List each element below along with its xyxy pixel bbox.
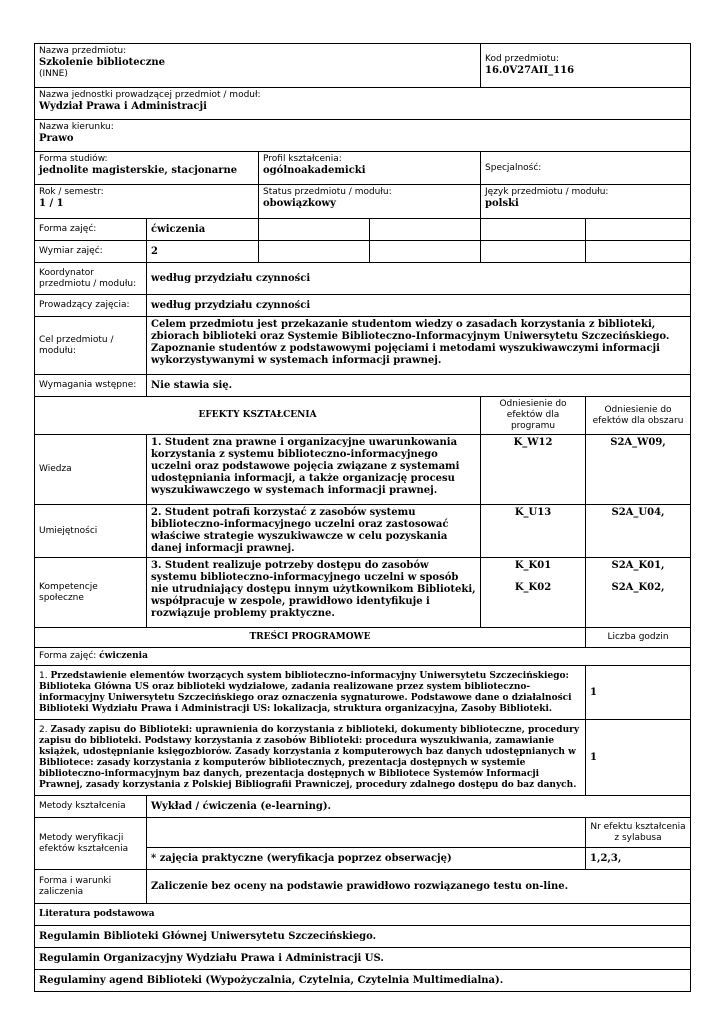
literatura-item-3: Regulaminy agend Biblioteki (Wypożyczalnia, Czytelnia, Czytelnia Multimedialna).	[35, 970, 691, 992]
row-jednostka: Nazwa jednostki prowadzącej przedmiot / moduł: Wydział Prawa i Administracji	[35, 88, 691, 120]
row-prowadzacy: Prowadzący zajęcia: według przydziału czynności	[35, 295, 691, 317]
efekty-row-wiedza: Wiedza 1. Student zna prawne i organizacyjne uwarunkowania korzystania z systemu biblioteczno-informacyjnego uczelni oraz podstawowe pojęcia związane z systemami udostępniania informacji, a także organizację procesu wyszukiwawczego w systemach informacji prawnej. K_W12 S2A_W09,	[35, 435, 691, 505]
cell-nazwa-przedmiotu: Nazwa przedmiotu: Szkolenie biblioteczne (INNE)	[35, 44, 481, 88]
syllabus-sheet	[34, 43, 690, 992]
row-weryfikacja-header: Metody weryfikacji efektów kształcenia Nr efektu kształcenia z sylabusa	[35, 818, 691, 848]
row-forma-studiow: Forma studiów: jednolite magisterskie, stacjonarne Profil kształcenia: ogólnoakademicki Specjalność:	[35, 152, 691, 185]
tresci-forma-row: Forma zajęć: ćwiczenia	[35, 648, 691, 666]
literatura-header-row: Literatura podstawowa	[35, 904, 691, 926]
row-metody: Metody kształcenia Wykład / ćwiczenia (e-learning).	[35, 796, 691, 818]
efekty-row-kompetencje: Kompetencje społeczne 3. Student realizuje potrzeby dostępu do zasobów systemu biblioteczno-informacyjnego uczelni w sposób nie utrudniający dostępu innym użytkownikom Biblioteki, współpracuje w zespole, prawidłowo identyfikuje i rozwiązuje problemy praktyczne. K_K01 K_K02 S2A_K01, S2A_K02,	[35, 558, 691, 628]
course-code: 16.0V27AII_116	[485, 65, 575, 76]
course-name: Szkolenie biblioteczne	[39, 57, 166, 68]
efekty-row-umiejetnosci: Umiejętności 2. Student potrafi korzystać z zasobów systemu biblioteczno-informacyjnego uczelni oraz zastosować właściwe strategie wyszukiwawcze w celu pozyskania danej informacji prawnej. K_U13 S2A_U04,	[35, 505, 691, 558]
literatura-item-2: Regulamin Organizacyjny Wydziału Prawa i Administracji US.	[35, 948, 691, 970]
row-zaliczenie: Forma i warunki zaliczenia Zaliczenie bez oceny na podstawie prawidłowo rozwiązanego testu on-line.	[35, 870, 691, 904]
syllabus-table	[34, 43, 691, 992]
row-przedmiot	[35, 44, 691, 88]
tresci-header-row: TREŚCI PROGRAMOWE Liczba godzin	[35, 628, 691, 648]
row-cel: Cel przedmiotu / modułu: Celem przedmiotu jest przekazanie studentom wiedzy o zasadach korzystania z biblioteki, zbiorach biblioteki oraz Systemie Biblioteczno-Informacyjnym Uniwersytetu Szczecińskiego. Zapoznanie studentów z podstawowymi pojęciami i metodami wyszukiwawczymi informacji wykorzystywanymi w systemach informacji prawnej.	[35, 317, 691, 375]
row-wymagania: Wymagania wstępne: Nie stawia się.	[35, 375, 691, 397]
row-wymiar: Wymiar zajęć: 2	[35, 241, 691, 263]
tresci-item-2: 2. Zasady zapisu do Biblioteki: uprawnienia do korzystania z biblioteki, dokumenty biblioteczne, procedury zapisu do biblioteki. Podstawy korzystania z zasobów Biblioteki: procedura wyszukiwania, zamawianie książek, udostępnianie księgozbiorów. Zasady korzystania z komputerowych baz danych udostępnianych w Bibliotece: zasady korzystania z komputerów bibliotecznych, prezentacja dostępnych w systemie biblioteczno-informacyjnym baz danych, prezentacja dostępnych w Bibliotece Systemów Informacji Prawnej, zasady korzystania z Polskiej Bibliografii Prawniczej, procedury zdalnego dostępu do baz danych. 1	[35, 720, 691, 796]
row-weryfikacja-value: * zajęcia praktyczne (weryfikacja poprzez obserwację) 1,2,3,	[35, 848, 691, 870]
cell-kod: Kod przedmiotu: 16.0V27AII_116	[481, 44, 691, 88]
row-kierunek: Nazwa kierunku: Prawo	[35, 120, 691, 152]
literatura-item-1: Regulamin Biblioteki Głównej Uniwersytetu Szczecińskiego.	[35, 926, 691, 948]
efekty-header-row: EFEKTY KSZTAŁCENIA Odniesienie do efektów dla programu Odniesienie do efektów dla obszaru	[35, 397, 691, 435]
row-koordynator: Koordynator przedmiotu / modułu: według przydziału czynności	[35, 263, 691, 295]
row-forma-zajec: Forma zajęć: ćwiczenia	[35, 219, 691, 241]
row-rok: Rok / semestr: 1 / 1 Status przedmiotu / modułu: obowiązkowy Język przedmiotu / modułu: polski	[35, 185, 691, 219]
tresci-item-1: 1. Przedstawienie elementów tworzących system biblioteczno-informacyjny Uniwersytetu Szczecińskiego: Biblioteka Główna US oraz biblioteki wydziałowe, zadania realizowane przez system biblioteczno-informacyjny Uniwersytetu Szczecińskiego oraz oznaczenia sygnaturowe. Podstawowe dane o działalności Biblioteki Wydziału Prawa i Administracji US: lokalizacja, struktura organizacyjna, Zasoby Biblioteki. 1	[35, 666, 691, 720]
